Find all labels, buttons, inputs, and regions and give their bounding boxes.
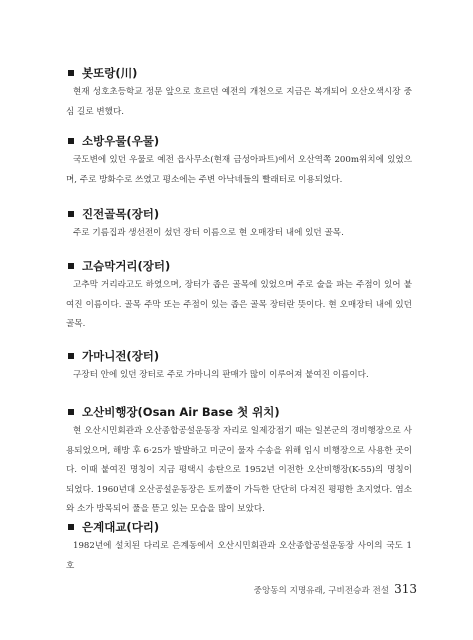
section-heading [66, 132, 412, 150]
section-body: 현 오산시민회관과 오산종합공설운동장 자리로 일제강점기 때는 일본군의 경비행장으로 사용되었으며, 해방 후 6·25가 발발하고 미군이 물자 수송을 위해 임시 비행장으로 사용한 곳이다. 이때 붙여진 명칭이 지금 평택시 송탄으로 1952년 이전한 오산비행장(K-55)의 명칭이 되었다. 1960년대 오산공설운동장은 토끼풀이 가득한 단단히 다져진 평평한 초지였다. 염소와 소가 방목되어 풀을 뜯고 있는 모습을 많이 보았다. [66, 426, 412, 515]
page-number: 313 [394, 582, 417, 596]
section-gamanijeon [66, 347, 412, 386]
section-body: 국도변에 있던 우물로 예전 읍사무소(현재 금성아파트)에서 오산역쪽 200m위치에 있었으며, 주로 방화수로 쓰였고 평소에는 주변 아낙네들의 빨래터로 이용되었다. [66, 155, 412, 185]
square-bullet-icon [68, 353, 74, 359]
section-botttorang [66, 64, 412, 122]
section-heading [66, 257, 412, 275]
section-heading-text: 은계대교(다리) [82, 520, 160, 534]
section-body: 구장터 안에 있던 장터로 주로 가마니의 판매가 많이 이루어져 붙여진 이름이다. [73, 370, 369, 380]
section-eungye-bridge [66, 518, 412, 576]
square-bullet-icon [68, 70, 74, 76]
section-heading [66, 64, 412, 82]
section-heading-text: 오산비행장(Osan Air Base 첫 위치) [82, 405, 280, 419]
section-heading-text: 진전골목(장터) [82, 207, 160, 221]
footer-title: 중앙동의 지명유래, 구비전승과 전설 [253, 586, 390, 596]
section-body: 현재 성호초등학교 정문 앞으로 흐르던 예전의 개천으로 지금은 복개되어 오산오색시장 중심 길로 변했다. [66, 87, 412, 117]
square-bullet-icon [68, 524, 74, 530]
section-osan-airbase [66, 403, 412, 520]
page-footer [254, 582, 417, 596]
section-heading [66, 518, 412, 536]
section-heading-text: 고슴막거리(장터) [82, 259, 171, 273]
square-bullet-icon [68, 409, 74, 415]
square-bullet-icon [68, 138, 74, 144]
section-heading-text: 소방우물(우물) [82, 134, 160, 148]
section-body: 주로 기름집과 생선전이 섰던 장터 이름으로 현 오매장터 내에 있던 골목. [73, 228, 344, 238]
section-jinjeon-golmok [66, 205, 412, 244]
section-sobang-umul [66, 132, 412, 190]
section-heading-text: 가마니전(장터) [82, 349, 160, 363]
section-body: 고추막 거리라고도 하였으며, 장터가 좁은 골목에 있었으며 주로 술을 파는 주점이 있어 붙여진 이름이다. 골목 주막 또는 주점이 있는 좁은 골목 장터란 뜻이다. 현 오매장터 내에 있던 골목. [66, 280, 412, 330]
section-heading [66, 205, 412, 223]
section-heading [66, 347, 412, 365]
square-bullet-icon [68, 263, 74, 269]
section-heading [66, 403, 412, 421]
section-goseummak-geori [66, 257, 412, 335]
section-body: 1982년에 설치된 다리로 은계동에서 오산시민회관과 오산종합공설운동장 사이의 국도 1호 [66, 541, 412, 571]
section-heading-text: 봇또랑(川) [82, 66, 138, 80]
square-bullet-icon [68, 211, 74, 217]
